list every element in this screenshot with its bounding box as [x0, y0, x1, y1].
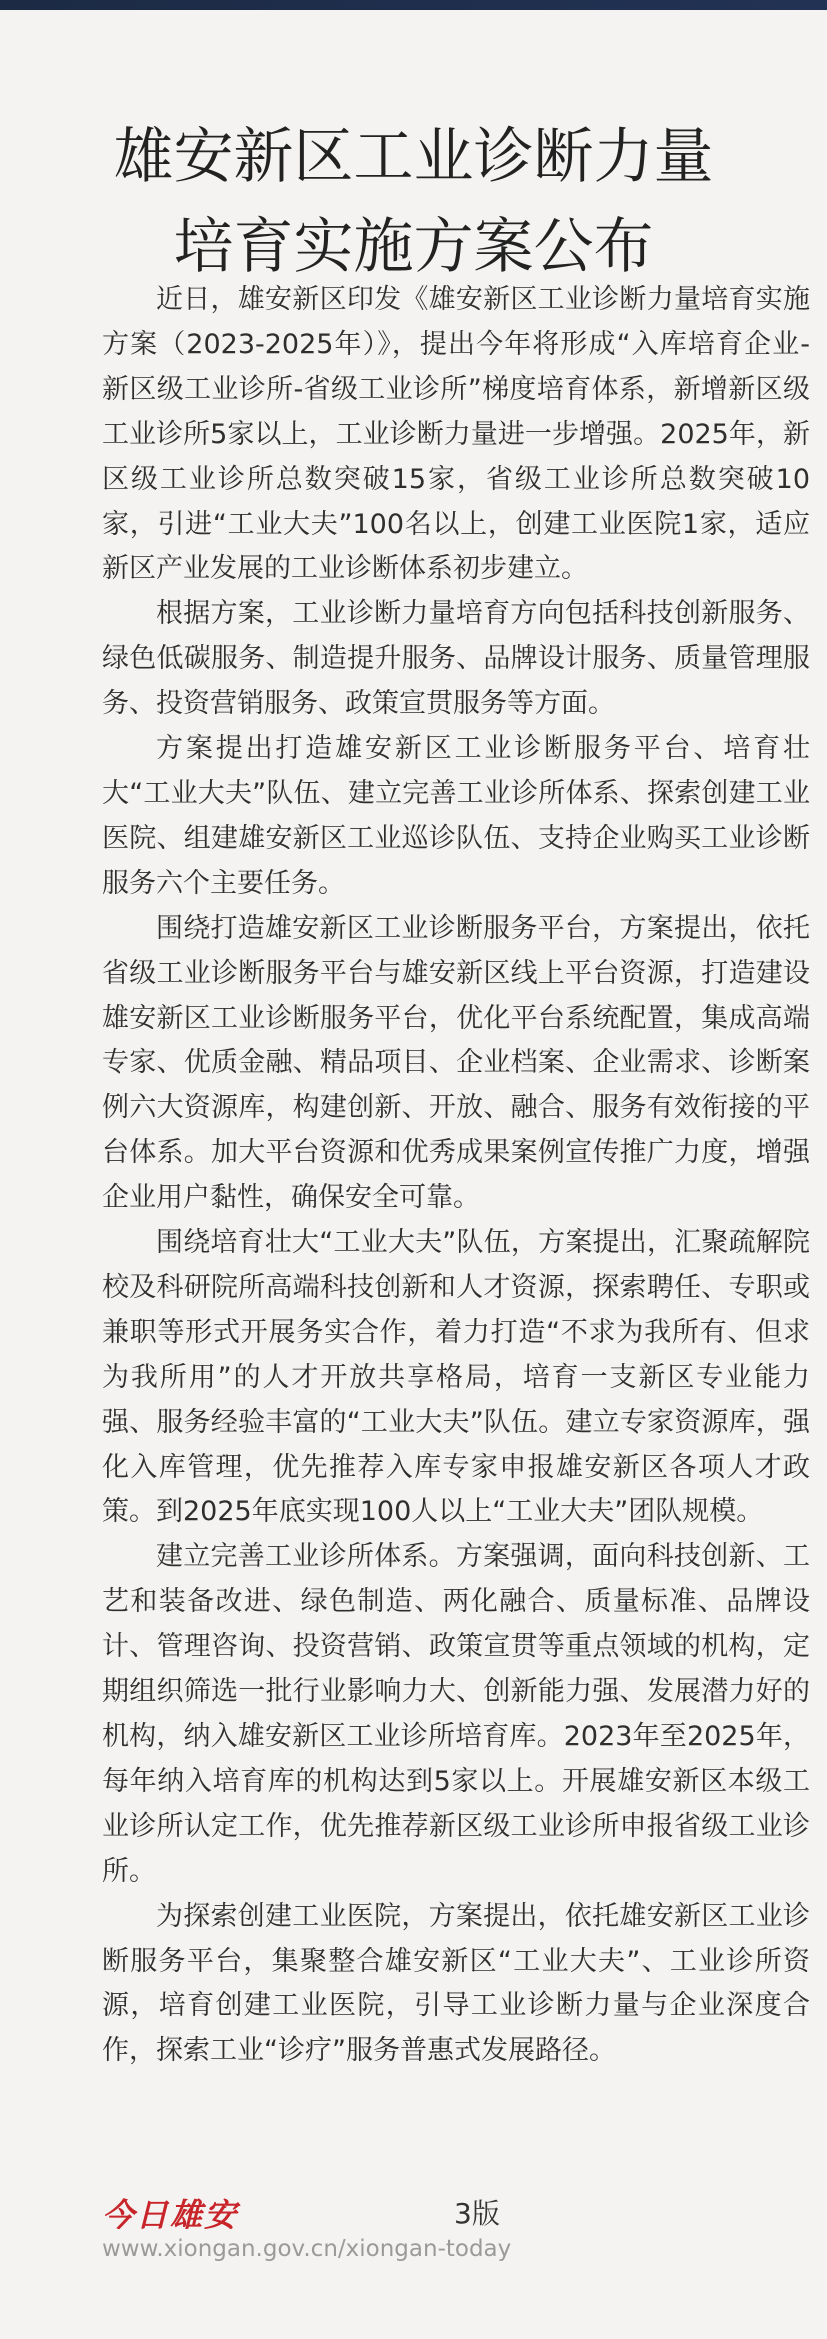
title-line-2: 培育实施方案公布	[173, 212, 654, 283]
page-number: 3版	[454, 2197, 500, 2230]
site-url[interactable]: www.xiongan.gov.cn/xiongan-today	[102, 2236, 512, 2262]
newspaper-logo: 今日雄安	[102, 2196, 239, 2234]
article-body	[102, 278, 810, 2074]
paragraph: 围绕打造雄安新区工业诊断服务平台，方案提出，依托省级工业诊断服务平台与雄安新区线上平台资源，打造建设雄安新区工业诊断服务平台，优化平台系统配置，集成高端专家、优质金融、精品项目、企业档案、企业需求、诊断案例六大资源库，构建创新、开放、融合、服务有效衔接的平台体系。加大平台资源和优秀成果案例宣传推广力度，增强企业用户黏性，确保安全可靠。	[102, 912, 810, 1214]
paragraph: 方案提出打造雄安新区工业诊断服务平台、培育壮大“工业大夫”队伍、建立完善工业诊所体系、探索创建工业医院、组建雄安新区工业巡诊队伍、支持企业购买工业诊断服务六个主要任务。	[102, 733, 810, 899]
paragraph: 近日，雄安新区印发《雄安新区工业诊断力量培育实施方案（2023-2025年）》，提出今年将形成“入库培育企业-新区级工业诊所-省级工业诊所”梯度培育体系，新增新区级工业诊所5家以上，工业诊断力量进一步增强。2025年，新区级工业诊所总数突破15家，省级工业诊所总数突破10家，引进“工业大夫”100名以上，创建工业医院1家，适应新区产业发展的工业诊断体系初步建立。	[102, 284, 810, 585]
paragraph: 为探索创建工业医院，方案提出，依托雄安新区工业诊断服务平台，集聚整合雄安新区“工业大夫”、工业诊所资源，培育创建工业医院，引导工业诊断力量与企业深度合作，探索工业“诊疗”服务普惠式发展路径。	[102, 1900, 810, 2067]
top-color-bar	[0, 0, 827, 10]
paragraph: 建立完善工业诊所体系。方案强调，面向科技创新、工艺和装备改进、绿色制造、两化融合、质量标准、品牌设计、管理咨询、投资营销、政策宣贯等重点领域的机构，定期组织筛选一批行业影响力大、创新能力强、发展潜力好的机构，纳入雄安新区工业诊所培育库。2023年至2025年，每年纳入培育库的机构达到5家以上。开展雄安新区本级工业诊所认定工作，优先推荐新区级工业诊所申报省级工业诊所。	[102, 1541, 810, 1887]
title-line-1: 雄安新区工业诊断力量	[113, 122, 714, 193]
paragraph: 围绕培育壮大“工业大夫”队伍，方案提出，汇聚疏解院校及科研院所高端科技创新和人才资源，探索聘任、专职或兼职等形式开展务实合作，着力打造“不求为我所有、但求为我所用”的人才开放共享格局，培育一支新区专业能力强、服务经验丰富的“工业大夫”队伍。建立专家资源库，强化入库管理，优先推荐入库专家申报雄安新区各项人才政策。到2025年底实现100人以上“工业大夫”团队规模。	[102, 1227, 810, 1528]
article-title	[0, 112, 827, 292]
paragraph: 根据方案，工业诊断力量培育方向包括科技创新服务、绿色低碳服务、制造提升服务、品牌设计服务、质量管理服务、投资营销服务、政策宣贯服务等方面。	[102, 598, 810, 720]
